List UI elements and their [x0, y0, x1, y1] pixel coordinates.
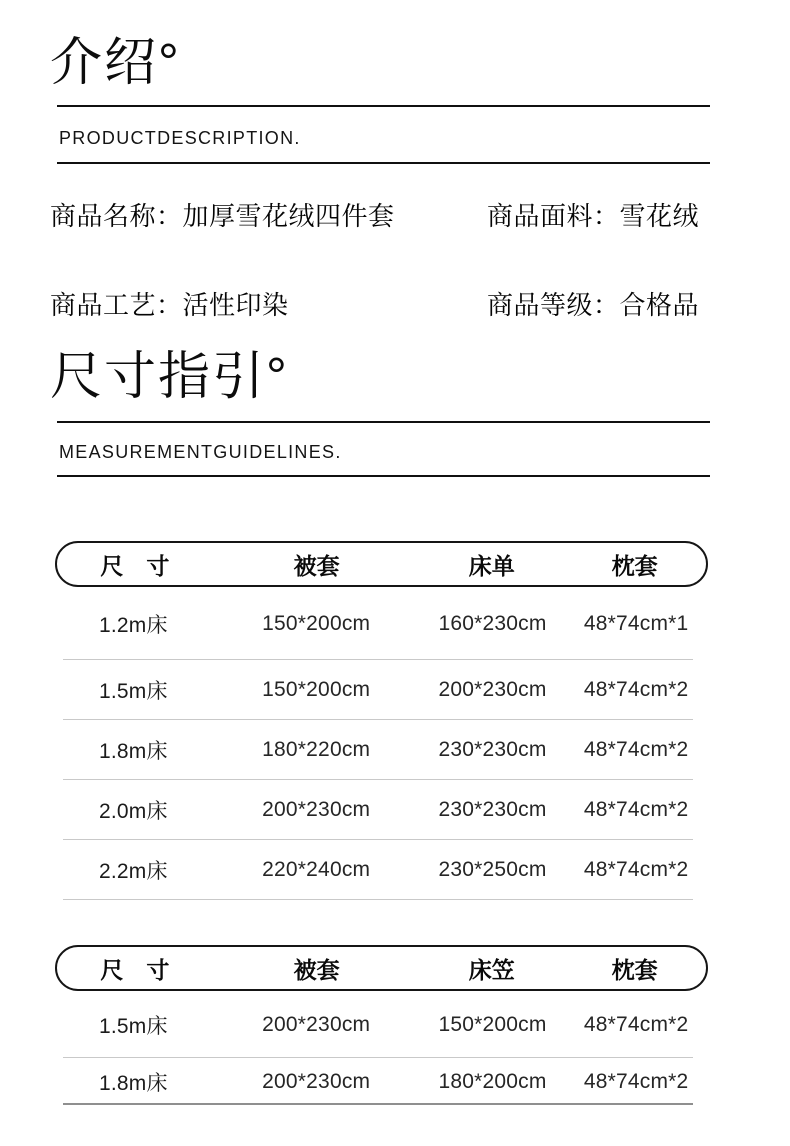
row-dimension-cell: 48*74cm*2: [583, 1012, 689, 1036]
attribute-product-fabric: [487, 196, 699, 233]
row-dimension-cell: 48*74cm*2: [583, 738, 689, 761]
column-header-duvet-cover: 被套: [293, 956, 340, 983]
attribute-label: 商品名称：: [50, 201, 183, 231]
size-table-rows: [55, 587, 708, 900]
row-dimension-cell: 220*240cm: [262, 858, 371, 881]
divider: [57, 162, 710, 164]
table-row: [55, 1058, 708, 1105]
column-header-pillowcase: 枕套: [611, 956, 658, 983]
row-dimension-cell: 150*200cm: [262, 678, 371, 701]
table-row: [55, 840, 708, 900]
attribute-product-grade: [487, 285, 699, 322]
attribute-product-craft: [50, 285, 289, 322]
table-row: [55, 587, 708, 660]
divider: [57, 105, 710, 107]
table-row: [55, 720, 708, 780]
divider: [57, 475, 710, 477]
size-table-sheet-set: [55, 541, 708, 900]
table-row: [55, 780, 708, 840]
row-bed-size-label: 2.2m床: [99, 860, 168, 883]
row-dimension-cell: 180*220cm: [262, 738, 371, 761]
attribute-value: 合格品: [619, 290, 700, 320]
attribute-label: 商品工艺：: [50, 290, 183, 320]
size-table-fitted-set: [55, 945, 708, 1105]
row-dimension-cell: 48*74cm*2: [583, 678, 689, 701]
row-dimension-cell: 160*230cm: [438, 611, 547, 635]
size-table-header: [55, 945, 708, 991]
size-table-header: [55, 541, 708, 587]
attribute-value: 雪花绒: [619, 201, 700, 231]
row-bed-size-label: 1.5m床: [99, 680, 168, 703]
column-header-duvet-cover: 被套: [293, 552, 340, 579]
column-header-fitted-sheet: 床笠: [468, 956, 515, 983]
size-section-title: 尺寸指引°: [50, 348, 289, 406]
row-dimension-cell: 150*200cm: [262, 611, 371, 635]
row-dimension-cell: 200*230cm: [262, 798, 371, 821]
column-header-pillowcase: 枕套: [611, 552, 658, 579]
row-bed-size-label: 1.8m床: [99, 1071, 168, 1095]
attribute-label: 商品等级：: [487, 290, 620, 320]
row-dimension-cell: 200*230cm: [262, 1012, 371, 1036]
row-bed-size-label: 1.2m床: [99, 613, 168, 637]
row-bed-size-label: 1.8m床: [99, 740, 168, 763]
row-dimension-cell: 48*74cm*2: [583, 858, 689, 881]
intro-section-subtitle: PRODUCTDESCRIPTION.: [59, 128, 301, 148]
row-dimension-cell: 48*74cm*2: [583, 1069, 689, 1093]
table-row: [55, 660, 708, 720]
row-dimension-cell: 200*230cm: [262, 1069, 371, 1093]
size-section-subtitle: MEASUREMENTGUIDELINES.: [59, 442, 342, 462]
attribute-value: 活性印染: [182, 290, 289, 320]
column-header-size: 尺 寸: [100, 956, 170, 983]
row-dimension-cell: 48*74cm*1: [583, 611, 689, 635]
column-header-flat-sheet: 床单: [468, 552, 515, 579]
row-dimension-cell: 150*200cm: [438, 1012, 547, 1036]
row-bed-size-label: 2.0m床: [99, 800, 168, 823]
row-dimension-cell: 200*230cm: [438, 678, 547, 701]
column-header-size: 尺 寸: [100, 552, 170, 579]
divider: [57, 421, 710, 423]
row-dimension-cell: 230*230cm: [438, 738, 547, 761]
row-bed-size-label: 1.5m床: [99, 1014, 168, 1038]
table-row: [55, 991, 708, 1058]
attribute-value: 加厚雪花绒四件套: [182, 201, 395, 231]
row-dimension-cell: 230*230cm: [438, 798, 547, 821]
row-dimension-cell: 48*74cm*2: [583, 798, 689, 821]
attribute-product-name: [50, 196, 395, 233]
row-dimension-cell: 230*250cm: [438, 858, 547, 881]
intro-section-title: 介绍°: [50, 34, 181, 92]
attribute-label: 商品面料：: [487, 201, 620, 231]
size-table-rows: [55, 991, 708, 1105]
row-dimension-cell: 180*200cm: [438, 1069, 547, 1093]
